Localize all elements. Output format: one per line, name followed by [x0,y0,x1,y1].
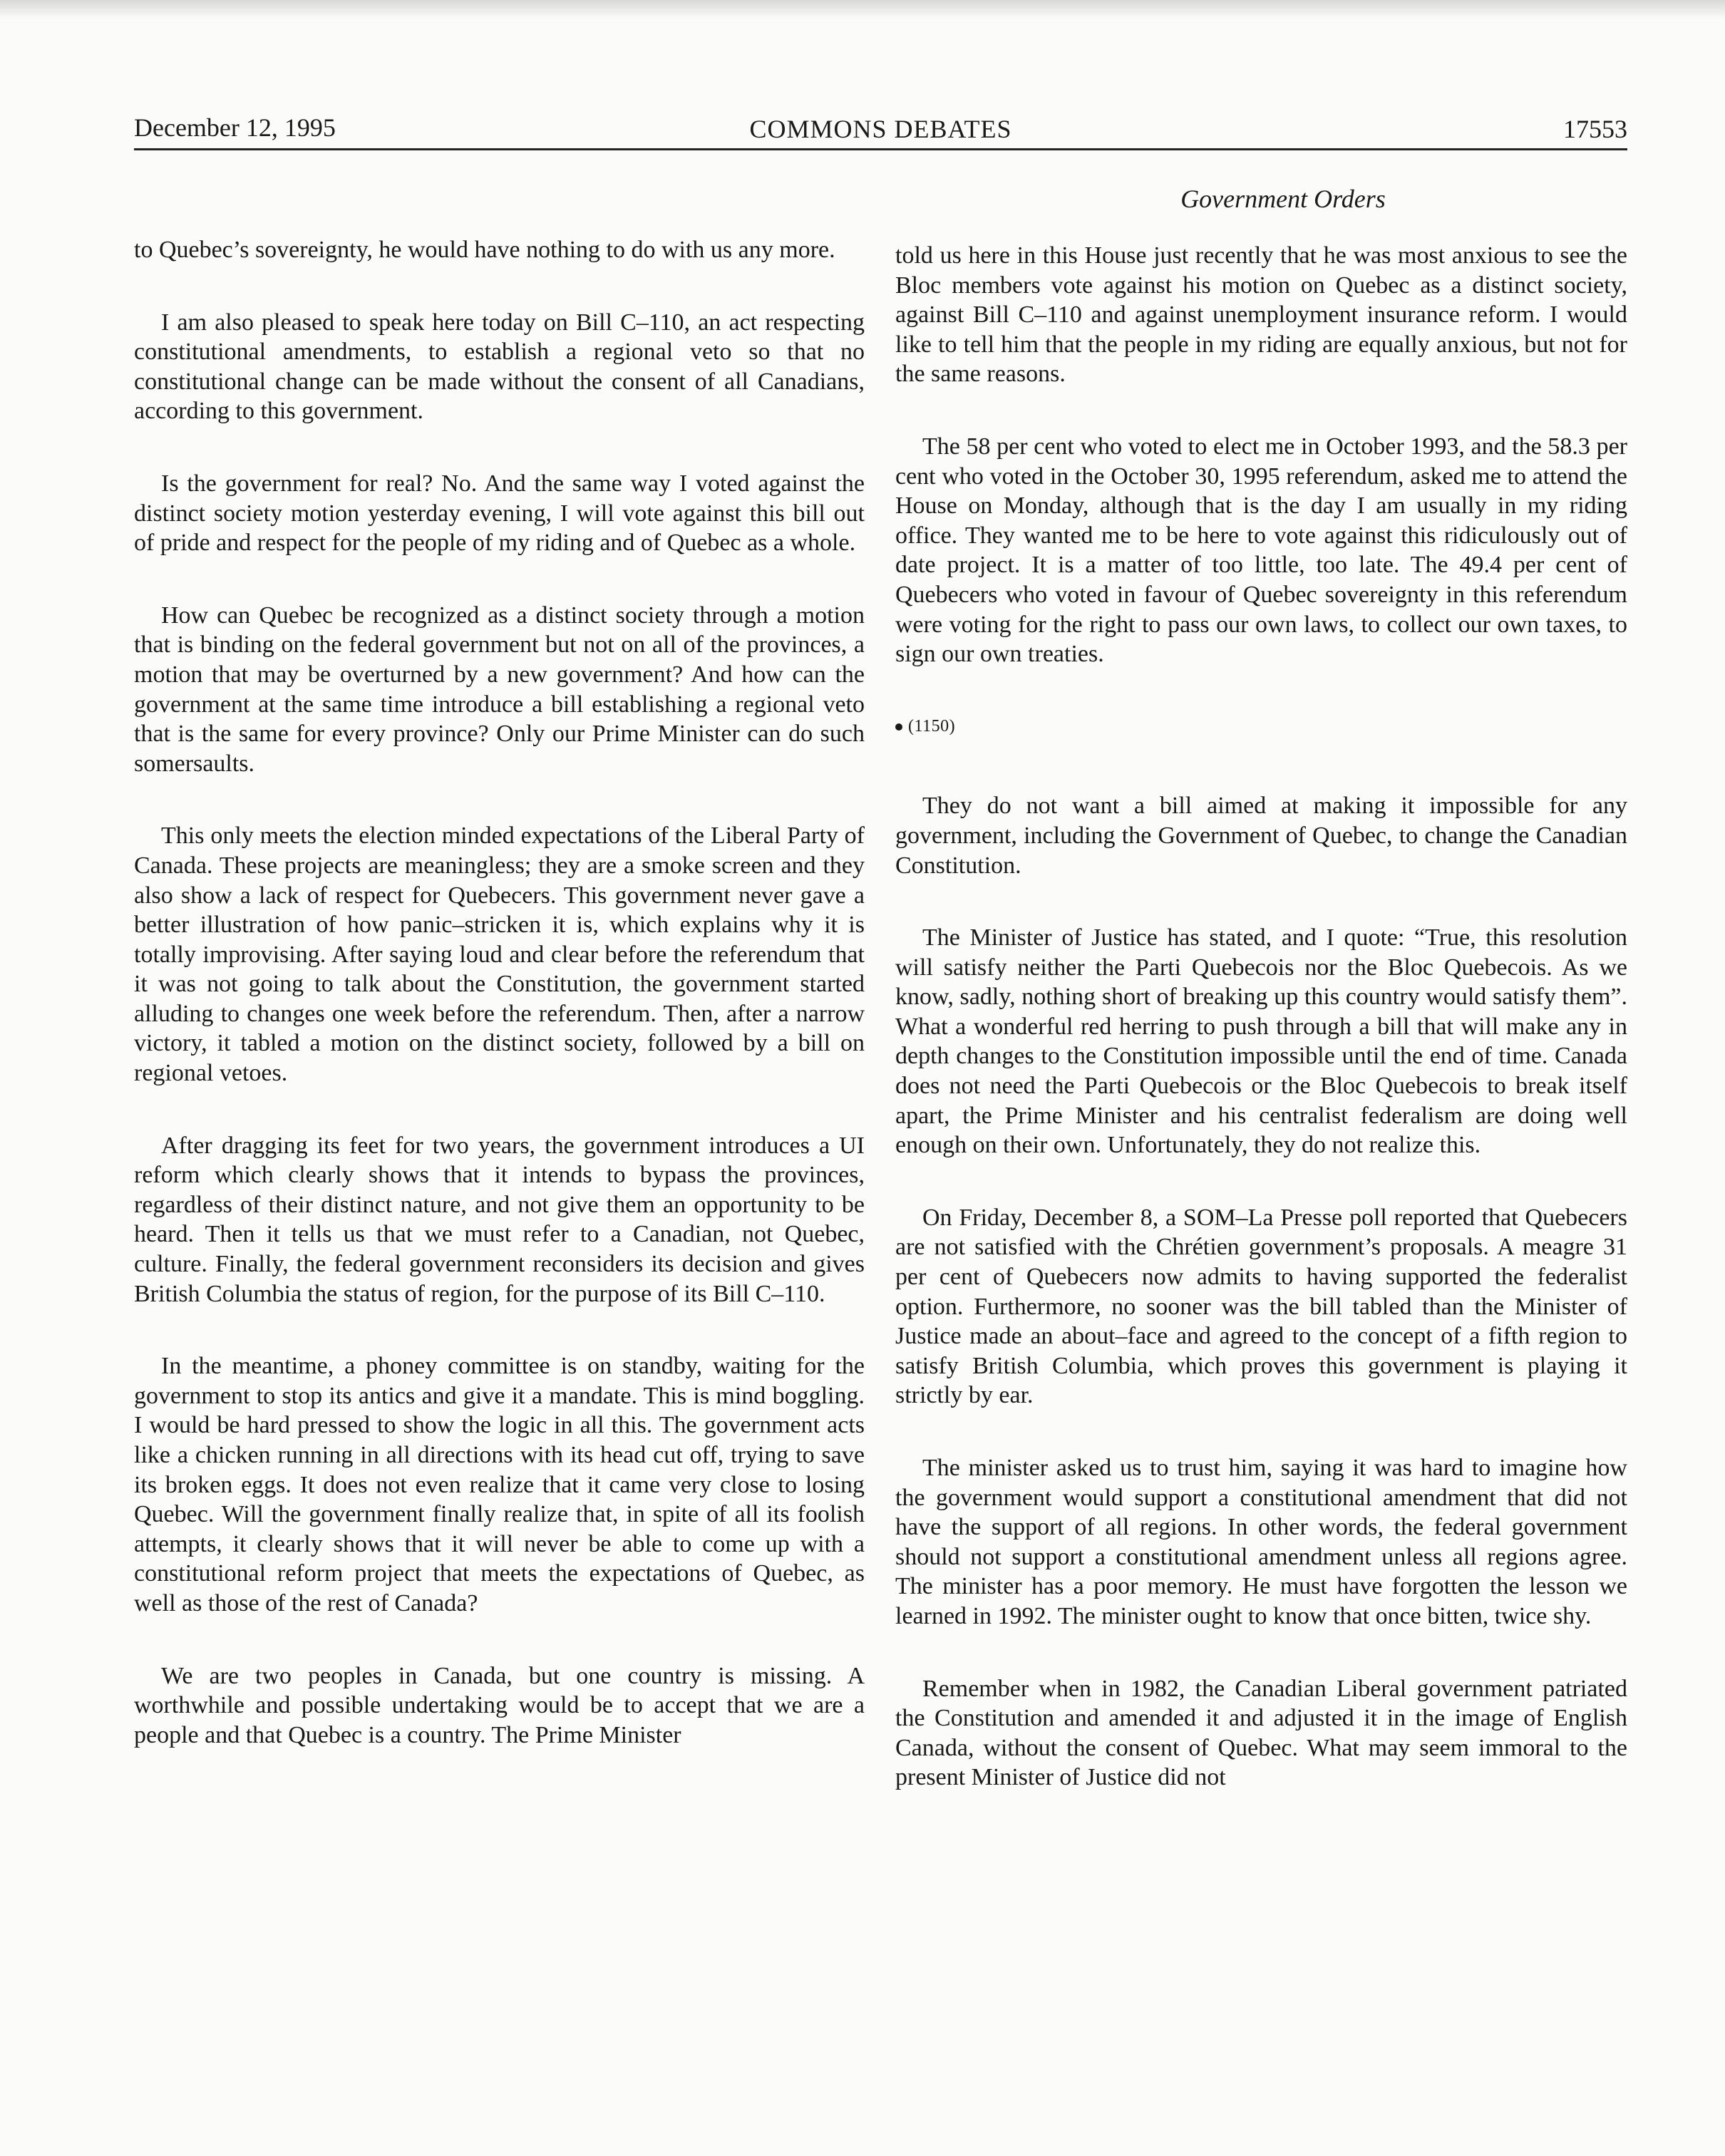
paragraph: After dragging its feet for two years, the government introduces a UI reform which clearly shows that it intends to bypass the provinces, regardless of their distinct nature, and not give them an opportunity to be heard. Then it tells us that we must refer to a Canadian, not Quebec, culture. Finally, the federal government reconsiders its decision and gives British Columbia the status of region, for the purpose of its Bill C–110. [134,1132,865,1307]
page-top-edge [0,0,1725,19]
section-heading: Government Orders [1180,185,1386,213]
time-marker [895,712,1627,742]
left-column [134,235,865,1793]
bullet-icon [895,723,902,731]
paragraph: Is the government for real? No. And the same way I voted against the distinct society motion yesterday evening, I will vote against this bill out of pride and respect for the people of my riding and of Quebec as a whole. [134,470,865,557]
paragraph: to Quebec’s sovereignty, he would have nothing to do with us any more. [134,237,835,263]
paragraph: We are two peoples in Canada, but one country is missing. A worthwhile and possible undertaking would be to accept that we are a people and that Quebec is a country. The Prime Minister [134,1662,865,1748]
paragraph: told us here in this House just recently that he was most anxious to see the Bloc members vote against his motion on Quebec as a distinct society, against Bill C–110 and against unemployment insurance reform. I would like to tell him that the people in my riding are equally anxious, but not for the same reasons. [895,242,1627,388]
paragraph: In the meantime, a phoney committee is on standby, waiting for the government to stop its antics and give it a mandate. This is mind boggling. I would be hard pressed to show the logic in all this. The government acts like a chicken running in all directions with its head cut off, trying to save its broken eggs. It does not even realize that it came very close to losing Quebec. Will the government finally realize that, in spite of all its foolish attempts, it clearly shows that it will never be able to come up with a constitutional reform project that meets the expectations of Quebec, as well as those of the rest of Canada? [134,1353,865,1616]
paragraph: They do not want a bill aimed at making it impossible for any government, including the Government of Quebec, to change the Canadian Constitution. [895,793,1627,879]
paragraph: The 58 per cent who voted to elect me in October 1993, and the 58.3 per cent who voted in the October 30, 1995 referendum, asked me to attend the House on Monday, although that is the day I am usually in my riding office. They wanted me to be here to vote against this ridiculously out of date project. It is a matter of too little, too late. The 49.4 per cent of Quebecers who voted in favour of Quebec sovereignty in this referendum were voting for the right to pass our own laws, to collect our own taxes, to sign our own treaties. [895,433,1627,668]
paragraph: Remember when in 1982, the Canadian Liberal government patriated the Constitution and amended it and adjusted it in the image of English Canada, without the consent of Quebec. What may seem immoral to the present Minister of Justice did not [895,1675,1627,1791]
header-date: December 12, 1995 [134,113,336,142]
paragraph: This only meets the election minded expectations of the Liberal Party of Canada. These projects are meaningless; they are a smoke screen and they also show a lack of respect for Quebecers. This government never gave a better illustration of how panic–stricken it is, which explains why it is totally improvising. After saying loud and clear before the referendum that it was not going to talk about the Constitution, the government started alluding to changes one week before the referendum. Then, after a narrow victory, it tabled a motion on the distinct society, followed by a bill on regional vetoes. [134,822,865,1087]
header-page-number: 17553 [1563,115,1627,143]
paragraph: The minister asked us to trust him, saying it was hard to imagine how the government would support a constitutional amendment that did not have the support of all regions. In other words, the federal government should not support a constitutional amendment unless all regions agree. The minister has a poor memory. He must have forgotten the lesson we learned in 1992. The minister ought to know that once bitten, twice shy. [895,1455,1627,1629]
paragraph: On Friday, December 8, a SOM–La Presse poll reported that Quebecers are not satisfied with the Chrétien government’s proposals. A meagre 31 per cent of Quebecers now admits to having supported the federalist option. Furthermore, no sooner was the bill tabled than the Minister of Justice made an about–face and agreed to the concept of a fifth region to satisfy British Columbia, which proves this government is playing it strictly by ear. [895,1204,1627,1409]
time-marker-label: (1150) [908,716,956,736]
paragraph: The Minister of Justice has stated, and I quote: “True, this resolution will satisfy neither the Parti Quebecois nor the Bloc Quebecois. As we know, sadly, nothing short of breaking up this country would satisfy them”. What a wonderful red herring to push through a bill that will make any in depth changes to the Constitution impossible until the end of time. Canada does not need the Parti Quebecois or the Bloc Quebecois to break itself apart, the Prime Minister and his centralist federalism are doing well enough on their own. Unfortunately, they do not realize this. [895,924,1627,1159]
page-header [134,107,1627,154]
paragraph: How can Quebec be recognized as a distinct society through a motion that is binding on the federal government but not on all of the provinces, a motion that may be overturned by a new government? And how can the government at the same time introduce a bill establishing a regional veto that is the same for every province? Only our Prime Minister can do such somersaults. [134,602,865,777]
header-title: COMMONS DEBATES [749,115,1012,143]
header-rule [134,148,1627,150]
paragraph: I am also pleased to speak here today on Bill C–110, an act respecting constitutional amendments, to establish a regional veto so that no constitutional change can be made without the consent of all Canadians, according to this government. [134,309,865,425]
right-column [895,241,1627,1835]
